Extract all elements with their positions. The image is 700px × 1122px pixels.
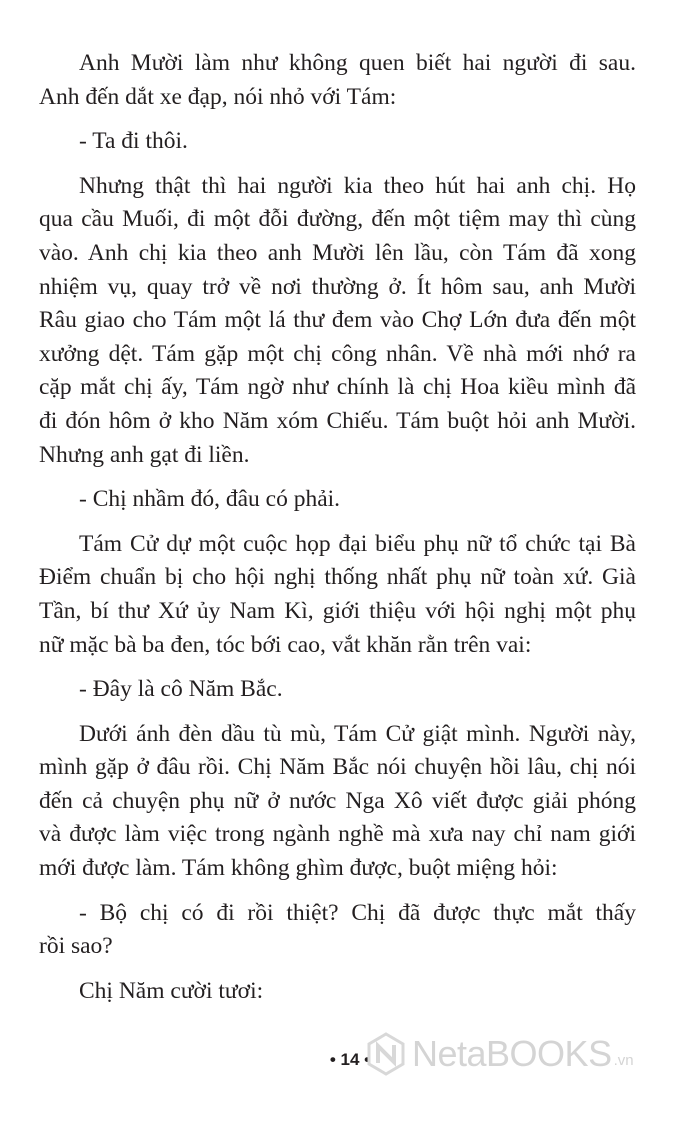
- text-line: - Bộ chị có đi rồi thiệt? Chị đã được thực mắt thấy: [79, 899, 636, 926]
- text-line: Tám Cử dự một cuộc họp đại biểu phụ nữ tổ chức tại Bà: [79, 530, 636, 557]
- page-number: • 14 •: [329, 1050, 371, 1069]
- text-line: mới được làm. Tám không ghìm được, buột miệng hỏi:: [39, 855, 558, 882]
- text-line: vào. Anh chị kia theo anh Mười lên lầu, còn Tám đã xong: [39, 239, 636, 266]
- paragraph: [39, 47, 636, 114]
- book-page-text: [39, 47, 636, 1008]
- text-line: - Ta đi thôi.: [79, 128, 188, 155]
- text-line: rồi sao?: [39, 933, 113, 960]
- text-line: Chị Năm cười tươi:: [79, 977, 264, 1004]
- watermark: [366, 1032, 634, 1076]
- watermark-brand: NetaBOOKS: [412, 1033, 612, 1074]
- text-line: Nhưng anh gạt đi liền.: [39, 441, 250, 468]
- text-line: đến cả chuyện phụ nữ ở nước Nga Xô viết được giải phóng: [39, 787, 636, 814]
- text-line: xưởng dệt. Tám gặp một chị công nhân. Về nhà mới nhớ ra: [39, 340, 636, 367]
- text-line: Tần, bí thư Xứ ủy Nam Kì, giới thiệu với hội nghị một phụ: [39, 597, 636, 624]
- text-line: cặp mắt chị ấy, Tám ngờ như chính là chị Hoa kiều mình đã: [39, 374, 636, 401]
- text-line: mình gặp ở đâu rồi. Chị Năm Bắc nói chuyện hồi lâu, chị nói: [39, 754, 636, 781]
- watermark-suffix: .vn: [613, 1051, 634, 1069]
- paragraph: [39, 673, 636, 707]
- text-line: Anh Mười làm như không quen biết hai người đi sau.: [79, 50, 636, 76]
- netabooks-logo-icon: [366, 1032, 406, 1076]
- text-line: nữ mặc bà ba đen, tóc bới cao, vắt khăn rằn trên vai:: [39, 631, 532, 658]
- paragraph: [39, 170, 636, 472]
- text-line: đi đón hôm ở kho Năm xóm Chiếu. Tám buột hỏi anh Mười.: [39, 407, 636, 434]
- text-line: nhiệm vụ, quay trở về nơi thường ở. Ít hôm sau, anh Mười: [39, 273, 636, 300]
- paragraph: [39, 483, 636, 517]
- text-line: Điểm chuẩn bị cho hội nghị thống nhất phụ nữ toàn xứ. Già: [39, 564, 636, 591]
- paragraph: [39, 718, 636, 886]
- text-line: qua cầu Muối, đi một đỗi đường, đến một tiệm may thì cùng: [39, 206, 636, 233]
- text-line: Râu giao cho Tám một lá thư đem vào Chợ Lớn đưa đến một: [39, 307, 636, 334]
- text-line: và được làm việc trong ngành nghề mà xưa nay chỉ nam giới: [39, 821, 636, 848]
- paragraph: [39, 528, 636, 662]
- text-line: - Đây là cô Năm Bắc.: [79, 676, 283, 703]
- text-line: Nhưng thật thì hai người kia theo hút hai anh chị. Họ: [79, 172, 636, 199]
- paragraph: [39, 975, 636, 1009]
- text-line: - Chị nhầm đó, đâu có phải.: [79, 486, 341, 513]
- paragraph: [39, 125, 636, 159]
- text-line: Dưới ánh đèn dầu tù mù, Tám Cử giật mình. Người này,: [79, 720, 636, 747]
- paragraph: [39, 897, 636, 964]
- text-line: Anh đến dắt xe đạp, nói nhỏ với Tám:: [39, 83, 397, 110]
